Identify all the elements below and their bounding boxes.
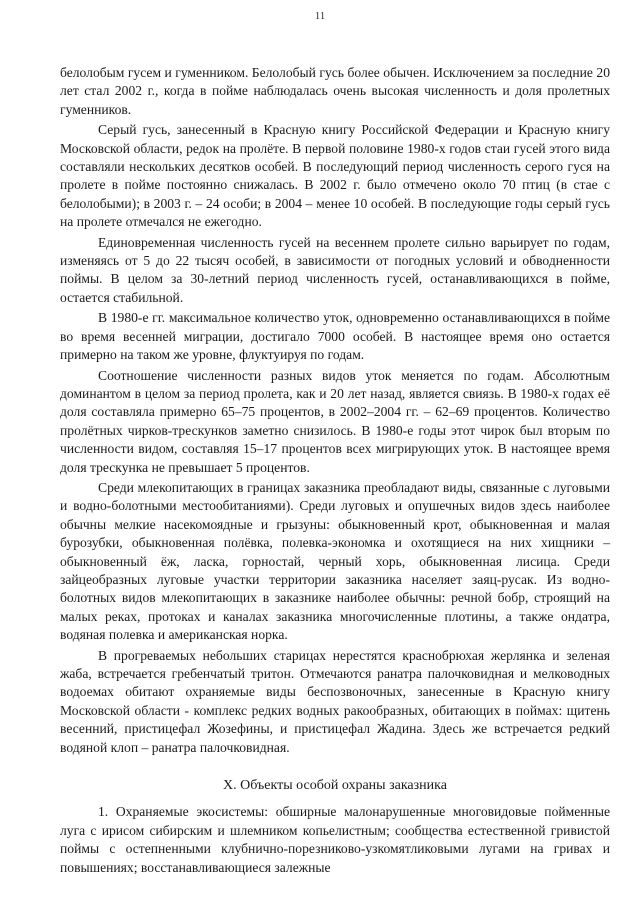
paragraph-goose-numbers: Единовременная численность гусей на весеннем пролете сильно варьирует по годам, изменяясь от 5 до 22 тысяч особей, в зависимости от погодных условий и обводненности поймы. В целом за 30-летний период численность гусей, останавливающихся в пойме, остается стабильной. xyxy=(60,234,610,305)
document-body xyxy=(60,64,610,877)
paragraph-amphibians: В прогреваемых небольших старицах нерестятся краснобрюхая жерлянка и зеленая жаба, встречается гребенчатый тритон. Отмечаются ранатра палочковидная и мелководных водоемах обитают охраняемые виды беспозвоночных, занесенные в Красную книгу Московской области - комплекс редких водных ракообразных, обитающих в поймах: щитень весенний, пристицефал Жозефины, и пристицефал Жадина. Здесь же встречается редкий водяной клоп – ранатра палочковидная. xyxy=(60,647,610,755)
paragraph-continued: белолобым гусем и гуменником. Белолобый гусь более обычен. Исключением за последние 20 лет стал 2002 г., когда в пойме наблюдалась очень высокая численность и доля пролетных гуменников. xyxy=(60,65,610,117)
list-item-protected-ecosystems: 1. Охраняемые экосистемы: обширные малонарушенные многовидовые пойменные луга с ирисом сибирским и шлемником копьелистным; сообщества естественной гривистой поймы с остепненными клубнично-порезниково-узкомятликовыми лугами на гривах и повышениях; восстанавливающиеся залежные xyxy=(60,804,610,875)
paragraph-duck-species: Соотношение численности разных видов уток меняется по годам. Абсолютным доминантом в целом за период пролета, как и 20 лет назад, является свиязь. В 1980-х годах её доля составляла примерно 65–75 процентов, в 2002–2004 гг. – 62–69 процентов. Количество пролётных чирков-трескунков заметно снизилось. В 1980-е годы этот чирок был вторым по численности видом, составляя 15–17 процентов всех мигрирующих уток. В настоящее время доля трескунка не превышает 5 процентов. xyxy=(60,367,610,475)
paragraph-mammals: Среди млекопитающих в границах заказника преобладают виды, связанные с луговыми и водно-болотными местообитаниями). Среди луговых и опушечных видов здесь наиболее обычны мелкие насекомоядные и грызуны: обыкновенный крот, обыкновенная и малая бурозубки, обыкновенная полёвка, полевка-экономка и охотящиеся на них хищники – обыкновенный ёж, ласка, горностай, черный хорь, обыкновенная лисица. Среди зайцеобразных луговые участки территории заказника населяет заяц-русак. Из водно-болотных видов млекопитающих в заказнике наиболее обычны: речной бобр, строящий на малых реках, протоках и каналах заказника многочисленные плотины, а также ондатра, водяная полевка и американская норка. xyxy=(60,479,610,643)
section-heading: X. Объекты особой охраны заказника xyxy=(223,778,447,794)
page-number: 11 xyxy=(314,10,326,22)
paragraph-ducks: В 1980-е гг. максимальное количество уток, одновременно останавливающихся в пойме во время весенней миграции, достигало 7000 особей. В настоящее время оно остается примерно на таком же уровне, флуктуируя по годам. xyxy=(60,310,610,363)
paragraph-grey-goose: Серый гусь, занесенный в Красную книгу Российской Федерации и Красную книгу Московской области, редок на пролёте. В первой половине 1980-х годов стаи гусей этого вида составляли нескольких десятков особей. В последующий период численность серого гуся на пролете в пойме постоянно снижалась. В 2002 г. было отмечено около 70 птиц (в стае с белолобыми); в 2003 г. – 24 особи; в 2004 – менее 10 особей. В последующие годы серый гусь на пролете отмечался не ежегодно. xyxy=(60,122,610,230)
